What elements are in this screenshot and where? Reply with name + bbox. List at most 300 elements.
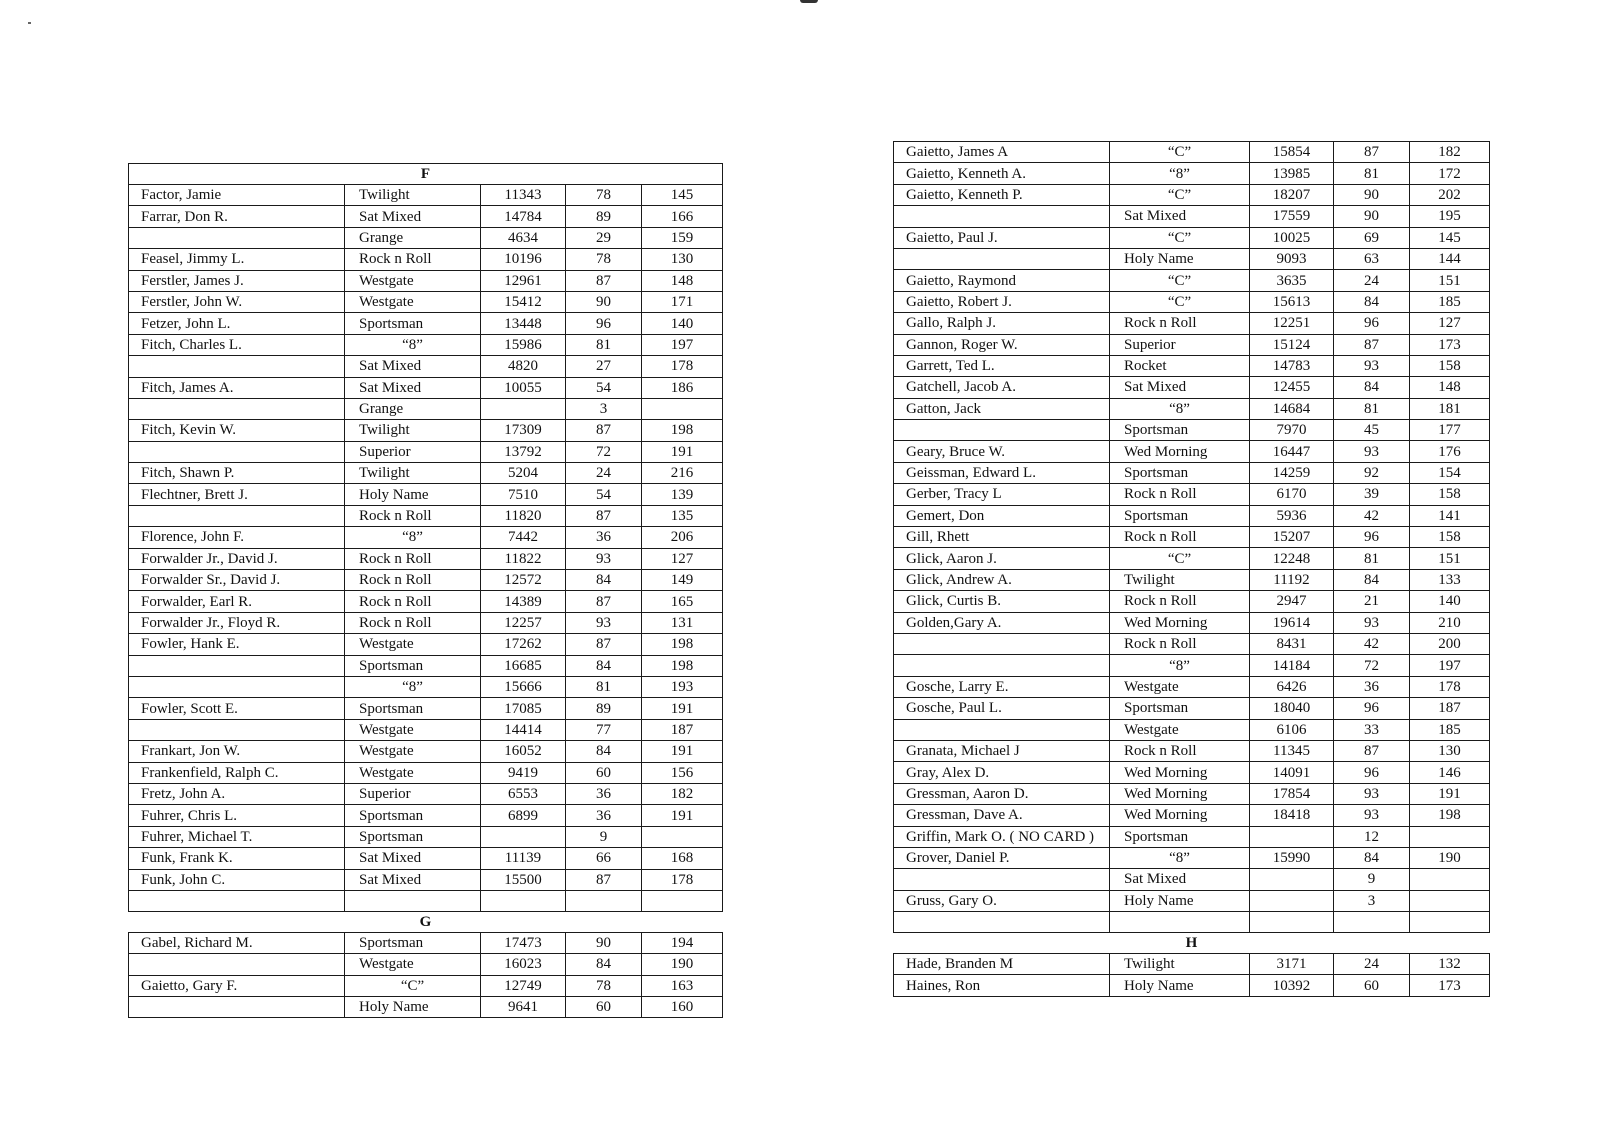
average-cell: 171 — [642, 291, 723, 312]
table-row — [129, 997, 723, 1018]
bowler-name-cell: Forwalder Sr., David J. — [129, 570, 345, 591]
average-cell: 197 — [642, 334, 723, 355]
pins-cell: 17473 — [481, 932, 566, 953]
average-cell: 178 — [642, 356, 723, 377]
league-cell: Rock n Roll — [345, 249, 481, 270]
bowler-name-cell: Fowler, Hank E. — [129, 634, 345, 655]
games-cell: 27 — [566, 356, 642, 377]
games-cell: 24 — [1334, 270, 1410, 291]
average-cell: 144 — [1410, 248, 1490, 269]
table-row — [129, 676, 723, 697]
league-cell: Westgate — [345, 954, 481, 975]
average-cell: 148 — [1410, 377, 1490, 398]
league-cell: Rock n Roll — [345, 570, 481, 591]
games-cell: 84 — [1334, 847, 1410, 868]
table-row — [129, 484, 723, 505]
league-cell: Wed Morning — [1110, 612, 1250, 633]
games-cell: 93 — [1334, 355, 1410, 376]
bowler-name-cell: Fitch, James A. — [129, 377, 345, 398]
league-cell: Westgate — [345, 634, 481, 655]
bowler-name-cell: Feasel, Jimmy L. — [129, 249, 345, 270]
games-cell: 87 — [1334, 740, 1410, 761]
average-cell: 140 — [1410, 591, 1490, 612]
bowler-name-cell: Gatton, Jack — [894, 398, 1110, 419]
bowler-name-cell: Funk, Frank K. — [129, 848, 345, 869]
average-cell: 195 — [1410, 206, 1490, 227]
table-row — [894, 441, 1490, 462]
pins-cell — [1250, 912, 1334, 933]
bowler-name-cell — [129, 505, 345, 526]
pins-cell: 6553 — [481, 783, 566, 804]
games-cell: 81 — [1334, 398, 1410, 419]
bowler-name-cell: Gaietto, Raymond — [894, 270, 1110, 291]
pins-cell: 17854 — [1250, 783, 1334, 804]
bowler-name-cell: Fitch, Kevin W. — [129, 420, 345, 441]
average-cell: 158 — [1410, 527, 1490, 548]
pins-cell: 5204 — [481, 463, 566, 484]
pins-cell: 8431 — [1250, 633, 1334, 654]
pins-cell: 15207 — [1250, 527, 1334, 548]
league-cell: Westgate — [345, 719, 481, 740]
league-cell — [1110, 912, 1250, 933]
roster-table-right — [893, 141, 1490, 997]
average-cell: 151 — [1410, 548, 1490, 569]
table-row — [129, 591, 723, 612]
league-cell: Westgate — [345, 741, 481, 762]
pins-cell: 15854 — [1250, 142, 1334, 163]
table-row — [129, 505, 723, 526]
games-cell: 93 — [1334, 805, 1410, 826]
average-cell: 173 — [1410, 975, 1490, 996]
average-cell: 185 — [1410, 719, 1490, 740]
table-row — [894, 783, 1490, 804]
pins-cell: 13792 — [481, 441, 566, 462]
games-cell: 87 — [566, 869, 642, 890]
pins-cell: 10055 — [481, 377, 566, 398]
league-cell: Westgate — [345, 291, 481, 312]
average-cell: 140 — [642, 313, 723, 334]
average-cell: 185 — [1410, 291, 1490, 312]
pins-cell: 11192 — [1250, 569, 1334, 590]
league-cell: Sat Mixed — [345, 206, 481, 227]
table-row — [894, 484, 1490, 505]
average-cell: 130 — [1410, 740, 1490, 761]
bowler-name-cell: Gaietto, James A — [894, 142, 1110, 163]
pins-cell: 14414 — [481, 719, 566, 740]
pins-cell: 18418 — [1250, 805, 1334, 826]
league-cell: “8” — [1110, 163, 1250, 184]
table-row — [129, 805, 723, 826]
table-row — [129, 356, 723, 377]
league-cell: Westgate — [345, 270, 481, 291]
pins-cell: 12455 — [1250, 377, 1334, 398]
pins-cell: 10025 — [1250, 227, 1334, 248]
table-row — [894, 548, 1490, 569]
pins-cell: 16023 — [481, 954, 566, 975]
average-cell — [1410, 890, 1490, 911]
table-row — [894, 612, 1490, 633]
league-cell: “C” — [1110, 227, 1250, 248]
average-cell: 168 — [642, 848, 723, 869]
table-row — [129, 548, 723, 569]
bowler-name-cell: Geary, Bruce W. — [894, 441, 1110, 462]
league-cell: Sportsman — [1110, 462, 1250, 483]
games-cell: 42 — [1334, 633, 1410, 654]
league-cell: Rock n Roll — [1110, 484, 1250, 505]
bowler-name-cell: Granata, Michael J — [894, 740, 1110, 761]
bowler-name-cell: Gosche, Paul L. — [894, 698, 1110, 719]
games-cell: 89 — [566, 206, 642, 227]
pins-cell: 11822 — [481, 548, 566, 569]
pins-cell: 14091 — [1250, 762, 1334, 783]
bowler-name-cell — [129, 227, 345, 248]
pins-cell: 12961 — [481, 270, 566, 291]
pins-cell: 15412 — [481, 291, 566, 312]
pins-cell — [481, 826, 566, 847]
table-row — [129, 869, 723, 890]
games-cell: 3 — [1334, 890, 1410, 911]
table-row — [894, 270, 1490, 291]
league-cell: Rock n Roll — [345, 505, 481, 526]
league-cell: Holy Name — [1110, 975, 1250, 996]
average-cell: 198 — [642, 420, 723, 441]
average-cell: 165 — [642, 591, 723, 612]
games-cell: 90 — [1334, 184, 1410, 205]
table-row — [894, 698, 1490, 719]
scan-speck — [28, 22, 31, 24]
games-cell: 87 — [566, 505, 642, 526]
table-row — [129, 270, 723, 291]
bowler-name-cell: Glick, Aaron J. — [894, 548, 1110, 569]
league-cell: “8” — [1110, 847, 1250, 868]
left-page — [128, 163, 722, 1018]
games-cell: 84 — [1334, 569, 1410, 590]
pins-cell: 11343 — [481, 185, 566, 206]
bowler-name-cell: Fuhrer, Michael T. — [129, 826, 345, 847]
bowler-name-cell: Fitch, Charles L. — [129, 334, 345, 355]
average-cell: 160 — [642, 997, 723, 1018]
games-cell: 84 — [1334, 377, 1410, 398]
bowler-name-cell — [894, 206, 1110, 227]
average-cell: 182 — [1410, 142, 1490, 163]
pins-cell: 15986 — [481, 334, 566, 355]
league-cell: Westgate — [1110, 719, 1250, 740]
table-row — [894, 954, 1490, 975]
league-cell: Holy Name — [345, 997, 481, 1018]
league-cell: “C” — [1110, 291, 1250, 312]
league-cell: Sat Mixed — [345, 377, 481, 398]
league-cell: Wed Morning — [1110, 441, 1250, 462]
bowler-name-cell: Frankenfield, Ralph C. — [129, 762, 345, 783]
average-cell: 181 — [1410, 398, 1490, 419]
table-row — [894, 740, 1490, 761]
league-cell: Sportsman — [1110, 698, 1250, 719]
league-cell: “8” — [345, 527, 481, 548]
bowler-name-cell: Gallo, Ralph J. — [894, 313, 1110, 334]
bowler-name-cell — [894, 420, 1110, 441]
league-cell: Sat Mixed — [1110, 206, 1250, 227]
games-cell: 54 — [566, 377, 642, 398]
bowler-name-cell: Gaietto, Kenneth P. — [894, 184, 1110, 205]
league-cell: Sportsman — [1110, 420, 1250, 441]
league-cell: Sportsman — [345, 313, 481, 334]
pins-cell: 12749 — [481, 975, 566, 996]
section-header — [129, 911, 723, 932]
league-cell: Westgate — [345, 762, 481, 783]
games-cell: 77 — [566, 719, 642, 740]
games-cell: 60 — [1334, 975, 1410, 996]
bowler-name-cell: Funk, John C. — [129, 869, 345, 890]
table-row — [129, 826, 723, 847]
games-cell: 87 — [1334, 334, 1410, 355]
games-cell: 93 — [1334, 441, 1410, 462]
blank-row — [894, 912, 1490, 933]
pins-cell: 15990 — [1250, 847, 1334, 868]
games-cell: 36 — [566, 805, 642, 826]
league-cell: Rock n Roll — [1110, 313, 1250, 334]
table-row — [129, 527, 723, 548]
pins-cell: 9419 — [481, 762, 566, 783]
league-cell: Sportsman — [345, 826, 481, 847]
league-cell: Sat Mixed — [1110, 869, 1250, 890]
games-cell: 60 — [566, 997, 642, 1018]
pins-cell — [481, 890, 566, 911]
average-cell: 151 — [1410, 270, 1490, 291]
average-cell: 127 — [1410, 313, 1490, 334]
bowler-name-cell: Gaietto, Paul J. — [894, 227, 1110, 248]
games-cell: 21 — [1334, 591, 1410, 612]
league-cell: Holy Name — [1110, 248, 1250, 269]
games-cell: 78 — [566, 185, 642, 206]
pins-cell: 18040 — [1250, 698, 1334, 719]
games-cell: 96 — [1334, 762, 1410, 783]
bowler-name-cell: Frankart, Jon W. — [129, 741, 345, 762]
average-cell: 206 — [642, 527, 723, 548]
average-cell: 145 — [642, 185, 723, 206]
bowler-name-cell: Fowler, Scott E. — [129, 698, 345, 719]
table-row — [894, 975, 1490, 996]
blank-row — [129, 890, 723, 911]
bowler-name-cell: Flechtner, Brett J. — [129, 484, 345, 505]
section-letter: H — [894, 933, 1490, 954]
league-cell: Rock n Roll — [1110, 591, 1250, 612]
games-cell: 84 — [566, 655, 642, 676]
league-cell: Twilight — [345, 463, 481, 484]
table-row — [129, 719, 723, 740]
pins-cell: 13448 — [481, 313, 566, 334]
bowler-name-cell: Forwalder Jr., David J. — [129, 548, 345, 569]
bowler-name-cell — [129, 890, 345, 911]
average-cell: 216 — [642, 463, 723, 484]
games-cell: 96 — [1334, 313, 1410, 334]
table-row — [129, 206, 723, 227]
pins-cell: 3635 — [1250, 270, 1334, 291]
league-cell: Rocket — [1110, 355, 1250, 376]
games-cell: 72 — [566, 441, 642, 462]
league-cell: Superior — [345, 783, 481, 804]
average-cell: 197 — [1410, 655, 1490, 676]
league-cell: Rock n Roll — [1110, 740, 1250, 761]
games-cell: 87 — [1334, 142, 1410, 163]
table-row — [894, 398, 1490, 419]
table-row — [894, 569, 1490, 590]
bowler-name-cell: Hade, Branden M — [894, 954, 1110, 975]
table-row — [129, 932, 723, 953]
average-cell — [1410, 869, 1490, 890]
league-cell: Twilight — [1110, 954, 1250, 975]
average-cell: 132 — [1410, 954, 1490, 975]
games-cell: 84 — [566, 570, 642, 591]
average-cell: 139 — [642, 484, 723, 505]
games-cell: 87 — [566, 591, 642, 612]
games-cell: 12 — [1334, 826, 1410, 847]
league-cell: “C” — [1110, 142, 1250, 163]
bowler-name-cell: Ferstler, John W. — [129, 291, 345, 312]
bowler-name-cell — [894, 633, 1110, 654]
games-cell: 36 — [566, 527, 642, 548]
bowler-name-cell: Gray, Alex D. — [894, 762, 1110, 783]
pins-cell: 16447 — [1250, 441, 1334, 462]
games-cell: 96 — [1334, 527, 1410, 548]
table-row — [894, 291, 1490, 312]
games-cell: 33 — [1334, 719, 1410, 740]
table-row — [129, 698, 723, 719]
table-row — [129, 463, 723, 484]
bowler-name-cell: Gruss, Gary O. — [894, 890, 1110, 911]
bowler-name-cell — [894, 655, 1110, 676]
table-row — [129, 848, 723, 869]
bowler-name-cell: Gatchell, Jacob A. — [894, 377, 1110, 398]
league-cell: “C” — [1110, 548, 1250, 569]
average-cell: 158 — [1410, 484, 1490, 505]
games-cell: 36 — [566, 783, 642, 804]
average-cell: 186 — [642, 377, 723, 398]
table-row — [129, 441, 723, 462]
table-row — [894, 655, 1490, 676]
pins-cell: 14389 — [481, 591, 566, 612]
league-cell: Superior — [1110, 334, 1250, 355]
league-cell: Sat Mixed — [1110, 377, 1250, 398]
table-row — [894, 184, 1490, 205]
pins-cell: 6106 — [1250, 719, 1334, 740]
bowler-name-cell — [129, 441, 345, 462]
bowler-name-cell — [129, 997, 345, 1018]
table-row — [894, 505, 1490, 526]
pins-cell: 7970 — [1250, 420, 1334, 441]
pins-cell: 9093 — [1250, 248, 1334, 269]
bowler-name-cell — [894, 912, 1110, 933]
table-row — [129, 612, 723, 633]
table-row — [129, 741, 723, 762]
league-cell: Sportsman — [345, 698, 481, 719]
pins-cell: 4634 — [481, 227, 566, 248]
games-cell: 66 — [566, 848, 642, 869]
games-cell: 90 — [566, 291, 642, 312]
average-cell: 191 — [642, 741, 723, 762]
table-row — [129, 954, 723, 975]
league-cell: Grange — [345, 398, 481, 419]
average-cell: 127 — [642, 548, 723, 569]
pins-cell: 11820 — [481, 505, 566, 526]
section-header — [129, 164, 723, 185]
bowler-name-cell: Gressman, Dave A. — [894, 805, 1110, 826]
average-cell: 198 — [642, 655, 723, 676]
league-cell: Twilight — [345, 185, 481, 206]
games-cell: 90 — [566, 932, 642, 953]
games-cell: 72 — [1334, 655, 1410, 676]
games-cell: 96 — [566, 313, 642, 334]
pins-cell: 15666 — [481, 676, 566, 697]
league-cell — [345, 890, 481, 911]
games-cell: 93 — [566, 612, 642, 633]
games-cell — [566, 890, 642, 911]
average-cell: 149 — [642, 570, 723, 591]
pins-cell: 6426 — [1250, 676, 1334, 697]
table-row — [894, 719, 1490, 740]
pins-cell — [1250, 890, 1334, 911]
pins-cell: 14783 — [1250, 355, 1334, 376]
league-cell: “8” — [1110, 655, 1250, 676]
average-cell: 166 — [642, 206, 723, 227]
league-cell: Wed Morning — [1110, 762, 1250, 783]
average-cell: 191 — [642, 698, 723, 719]
pins-cell: 14184 — [1250, 655, 1334, 676]
games-cell — [1334, 912, 1410, 933]
average-cell: 190 — [1410, 847, 1490, 868]
league-cell: “8” — [345, 676, 481, 697]
games-cell: 9 — [1334, 869, 1410, 890]
bowler-name-cell: Haines, Ron — [894, 975, 1110, 996]
pins-cell: 11345 — [1250, 740, 1334, 761]
bowler-name-cell: Garrett, Ted L. — [894, 355, 1110, 376]
pins-cell — [1250, 826, 1334, 847]
average-cell: 130 — [642, 249, 723, 270]
league-cell: Rock n Roll — [345, 548, 481, 569]
table-row — [894, 676, 1490, 697]
table-row — [894, 377, 1490, 398]
average-cell: 210 — [1410, 612, 1490, 633]
average-cell: 135 — [642, 505, 723, 526]
pins-cell: 10196 — [481, 249, 566, 270]
table-row — [894, 206, 1490, 227]
average-cell: 191 — [642, 441, 723, 462]
bowler-name-cell: Gressman, Aaron D. — [894, 783, 1110, 804]
pins-cell: 10392 — [1250, 975, 1334, 996]
table-row — [894, 633, 1490, 654]
bowler-name-cell: Farrar, Don R. — [129, 206, 345, 227]
bowler-name-cell: Fretz, John A. — [129, 783, 345, 804]
average-cell: 173 — [1410, 334, 1490, 355]
bowler-name-cell — [129, 676, 345, 697]
average-cell: 131 — [642, 612, 723, 633]
section-letter: G — [129, 911, 723, 932]
pins-cell: 17559 — [1250, 206, 1334, 227]
bowler-name-cell: Fetzer, John L. — [129, 313, 345, 334]
average-cell: 141 — [1410, 505, 1490, 526]
section-header — [894, 933, 1490, 954]
table-row — [894, 462, 1490, 483]
average-cell: 172 — [1410, 163, 1490, 184]
bowler-name-cell: Gaietto, Kenneth A. — [894, 163, 1110, 184]
league-cell: Wed Morning — [1110, 783, 1250, 804]
pins-cell: 15613 — [1250, 291, 1334, 312]
league-cell: Sat Mixed — [345, 869, 481, 890]
average-cell: 187 — [1410, 698, 1490, 719]
pins-cell: 4820 — [481, 356, 566, 377]
games-cell: 69 — [1334, 227, 1410, 248]
table-row — [129, 762, 723, 783]
average-cell: 191 — [1410, 783, 1490, 804]
